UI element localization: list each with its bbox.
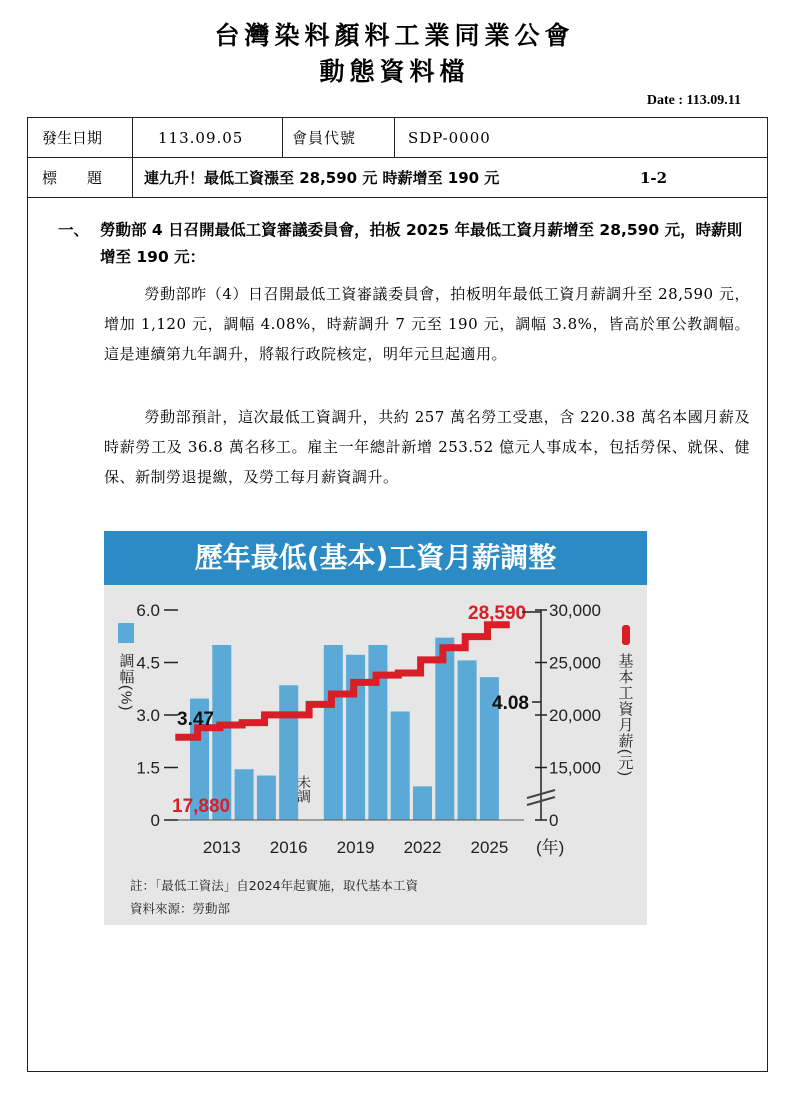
left-tick-label: 0 [150,811,160,830]
chart-title: 歷年最低(基本)工資月薪調整 [194,541,557,574]
x-tick-label: 2013 [202,838,241,857]
document-date: Date : 113.09.11 [646,93,741,108]
right-tick-label: 30,000 [549,601,601,620]
annotation-last-wage: 28,590 [468,603,527,624]
annotation-first-rate: 3.47 [177,709,214,730]
section-heading [58,217,750,271]
right-tick-label: 25,000 [549,653,601,673]
x-unit-label: (年) [536,838,565,857]
meta-row-date [28,118,767,158]
section-number: 一、 [58,221,90,239]
bar-rate [212,645,231,820]
annotation-last-rate: 4.08 [492,693,529,714]
bar-rate [435,638,454,820]
wage-chart [104,531,647,925]
right-tick-label: 20,000 [549,706,601,725]
paragraph-1: 勞動部昨（4）日召開最低工資審議委員會，拍板明年最低工資月薪調升至 28,590 元，增加 1,120 元，調幅 4.08%，時薪調升 7 元至 190 元，調幅 3.8%，皆高於軍公教調幅。這是連續第九年調升，將報行政院核定，明年元旦起適用。 [104,285,750,363]
subject-label: 標 題 [42,169,103,187]
bar-rate [257,776,276,820]
bar-rate [391,712,410,821]
left-tick-label: 1.5 [136,758,160,778]
x-tick-label: 2016 [269,838,308,857]
x-tick-label: 2025 [470,838,509,857]
section-heading-text: 勞動部 4 日召開最低工資審議委員會，拍板 2025 年最低工資月薪增至 28,590 元，時薪則增至 190 元： [100,221,743,266]
x-tick-label: 2019 [336,838,375,857]
subject-value: 連九升！最低工資漲至 28,590 元 時薪增至 190 元 [144,169,500,187]
meta-row-subject [28,158,767,198]
left-tick-label: 6.0 [136,601,160,620]
bar-rate [324,645,343,820]
date-value: 113.09.05 [158,128,244,147]
organization-title: 台灣染料顏料工業同業公會 [214,21,575,50]
bar-rate [368,645,387,820]
date-label: 發生日期 [42,129,103,147]
chart-plot [104,585,647,875]
bar-rate [235,769,254,820]
annotation-first-wage: 17,880 [172,796,231,817]
legend-swatch-wage [622,625,630,645]
left-tick-label: 4.5 [136,653,160,673]
annotation-no-change: 未調 [296,775,312,803]
document-title: 動態資料檔 [319,57,470,86]
left-tick-label: 3.0 [136,706,160,725]
right-tick-label: 15,000 [549,758,601,778]
chart-header [104,531,647,585]
member-value: SDP-0000 [408,128,491,147]
bar-rate [413,786,432,820]
chart-source: 資料來源：勞動部 [130,901,231,916]
left-axis-label: 調幅(%) [117,653,135,712]
member-label: 會員代號 [292,129,357,147]
bar-rate [458,660,477,820]
right-axis-label: 基本工資月薪(元) [616,653,634,777]
right-tick-label: 0 [549,811,559,830]
legend-swatch-rate [118,623,134,643]
x-tick-label: 2022 [403,838,442,857]
page-number: 1-2 [640,168,668,187]
chart-note: 註：「最低工資法」自2024年起實施，取代基本工資 [130,878,419,893]
paragraph-2: 勞動部預計，這次最低工資調升，共約 257 萬名勞工受惠，含 220.38 萬名本國月薪及時薪勞工及 36.8 萬名移工。雇主一年總計新增 253.52 億元人事成本，包括勞保、就保、健保、新制勞退提繳，及勞工每月薪資調升。 [104,408,750,486]
